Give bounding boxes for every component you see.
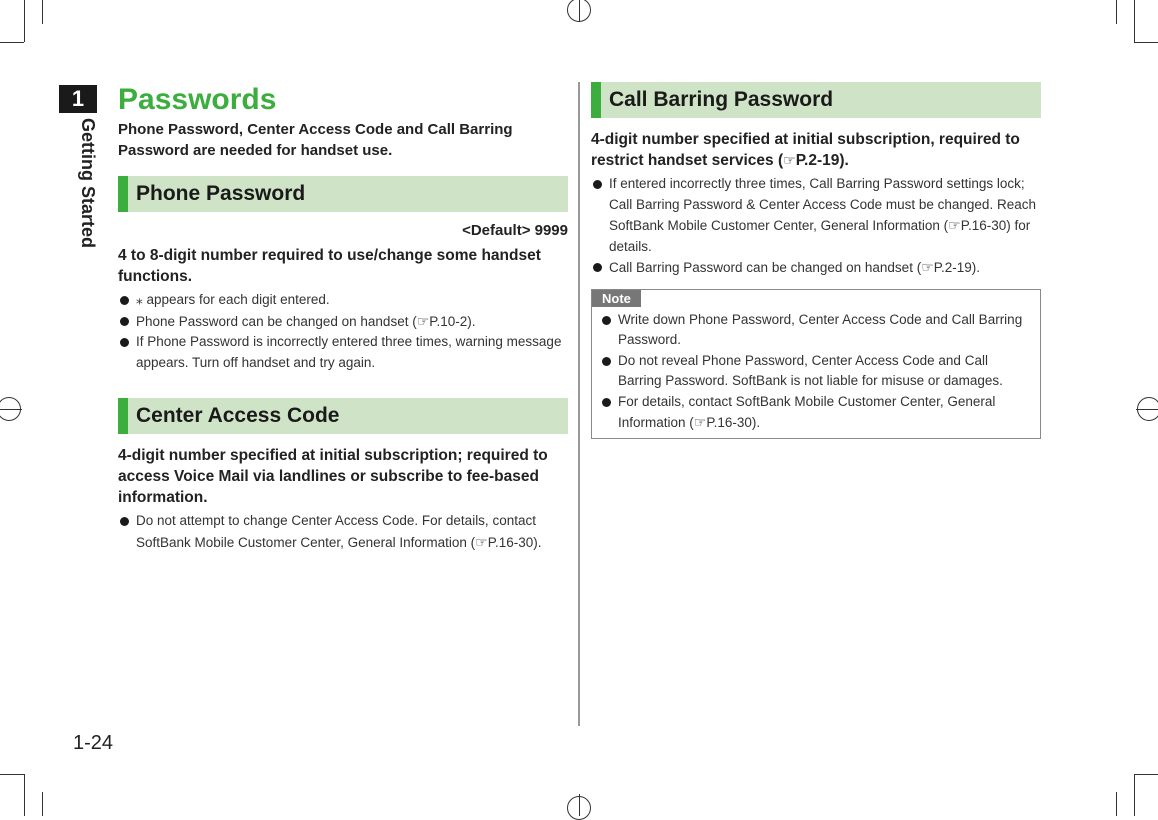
bullet-text: Call Barring Password can be changed on handset ( <box>609 260 922 275</box>
page-reference-link[interactable]: P.2-19). <box>795 152 849 169</box>
crop-mark <box>1136 409 1158 410</box>
crop-mark <box>42 792 43 816</box>
list-item <box>118 311 568 333</box>
crop-mark <box>1134 0 1135 42</box>
list-item <box>591 174 1041 257</box>
intro-text: Phone Password, Center Access Code and Call Barring Password are needed for handset use. <box>118 121 513 159</box>
list-item <box>118 332 568 373</box>
bullet-text: Do not attempt to change Center Access Code. For details, contact SoftBank Mobile Customer Center, General Information ( <box>136 513 536 550</box>
list-item <box>600 392 1032 434</box>
list-item <box>118 511 568 553</box>
bullet-list <box>118 290 568 373</box>
bullet-list <box>591 174 1041 279</box>
crop-mark <box>1116 792 1117 816</box>
list-item <box>118 290 568 311</box>
page-reference-icon: ☞ <box>416 312 430 329</box>
right-column <box>591 82 1041 439</box>
page-reference-icon: ☞ <box>948 217 961 233</box>
page-reference-icon: ☞ <box>475 533 488 550</box>
page-reference-link[interactable]: P.16-30). <box>706 415 761 430</box>
page-reference-link[interactable]: P.16-30) for details. <box>609 218 1031 254</box>
crop-mark <box>579 0 580 22</box>
crop-mark <box>0 42 24 43</box>
note-text: For details, contact SoftBank Mobile Customer Center, General Information ( <box>618 393 996 430</box>
note-list <box>600 310 1032 434</box>
chapter-label: Getting Started <box>78 118 98 249</box>
section-heading-call-barring-password: Call Barring Password <box>591 82 1041 118</box>
list-item <box>600 310 1032 351</box>
page-reference-icon: ☞ <box>783 152 796 168</box>
list-item <box>591 257 1041 279</box>
bullet-text: If entered incorrectly three times, Call Barring Password settings lock; Call Barring Password & Center Access Code must be changed. Reach SoftBank Mobile Customer Center, General Information ( <box>609 176 1036 233</box>
section-description: 4-digit number specified at initial subscription; required to access Voice Mail via landlines or subscribe to fee-based information. <box>118 447 548 506</box>
bullet-list <box>118 511 568 553</box>
bullet-text: Phone Password can be changed on handset ( <box>136 313 417 329</box>
crop-mark <box>24 0 25 42</box>
left-column <box>118 82 568 553</box>
crop-mark <box>1134 42 1158 43</box>
page-reference-link[interactable]: P.2-19). <box>933 260 981 275</box>
crop-mark <box>1134 774 1135 816</box>
crop-mark <box>0 409 22 410</box>
description-text: 4-digit number specified at initial subscription, required to restrict handset services ( <box>591 131 1020 169</box>
section-description: 4 to 8-digit number required to use/change some handset functions. <box>118 247 541 285</box>
bullet-text: ⁎ appears for each digit entered. <box>136 292 330 307</box>
bullet-text: If Phone Password is incorrectly entered three times, warning message appears. Turn off handset and try again. <box>136 334 562 370</box>
crop-mark <box>42 0 43 24</box>
note-box <box>591 289 1041 439</box>
list-item <box>600 351 1032 392</box>
note-text: Do not reveal Phone Password, Center Access Code and Call Barring Password. SoftBank is not liable for misuse or damages. <box>618 352 1003 388</box>
crop-mark <box>1134 774 1158 775</box>
section-heading-phone-password: Phone Password <box>118 176 568 212</box>
note-text: Write down Phone Password, Center Access Code and Call Barring Password. <box>618 311 1023 347</box>
page-number: 1-24 <box>73 732 114 754</box>
chapter-number: 1 <box>59 85 97 113</box>
page-reference-link[interactable]: P.10-2). <box>429 313 476 329</box>
note-label: Note <box>592 290 641 307</box>
crop-mark <box>24 774 25 816</box>
section-heading-center-access-code: Center Access Code <box>118 398 568 434</box>
crop-mark <box>0 774 24 775</box>
default-value: <Default> 9999 <box>462 222 568 239</box>
page-reference-icon: ☞ <box>693 414 707 430</box>
page-reference-link[interactable]: P.16-30). <box>487 534 542 550</box>
section-description <box>591 129 1041 171</box>
column-divider <box>578 82 580 726</box>
page-reference-icon: ☞ <box>921 259 934 275</box>
crop-mark <box>1116 0 1117 24</box>
page-title: Passwords <box>118 83 277 116</box>
crop-mark <box>579 794 580 816</box>
